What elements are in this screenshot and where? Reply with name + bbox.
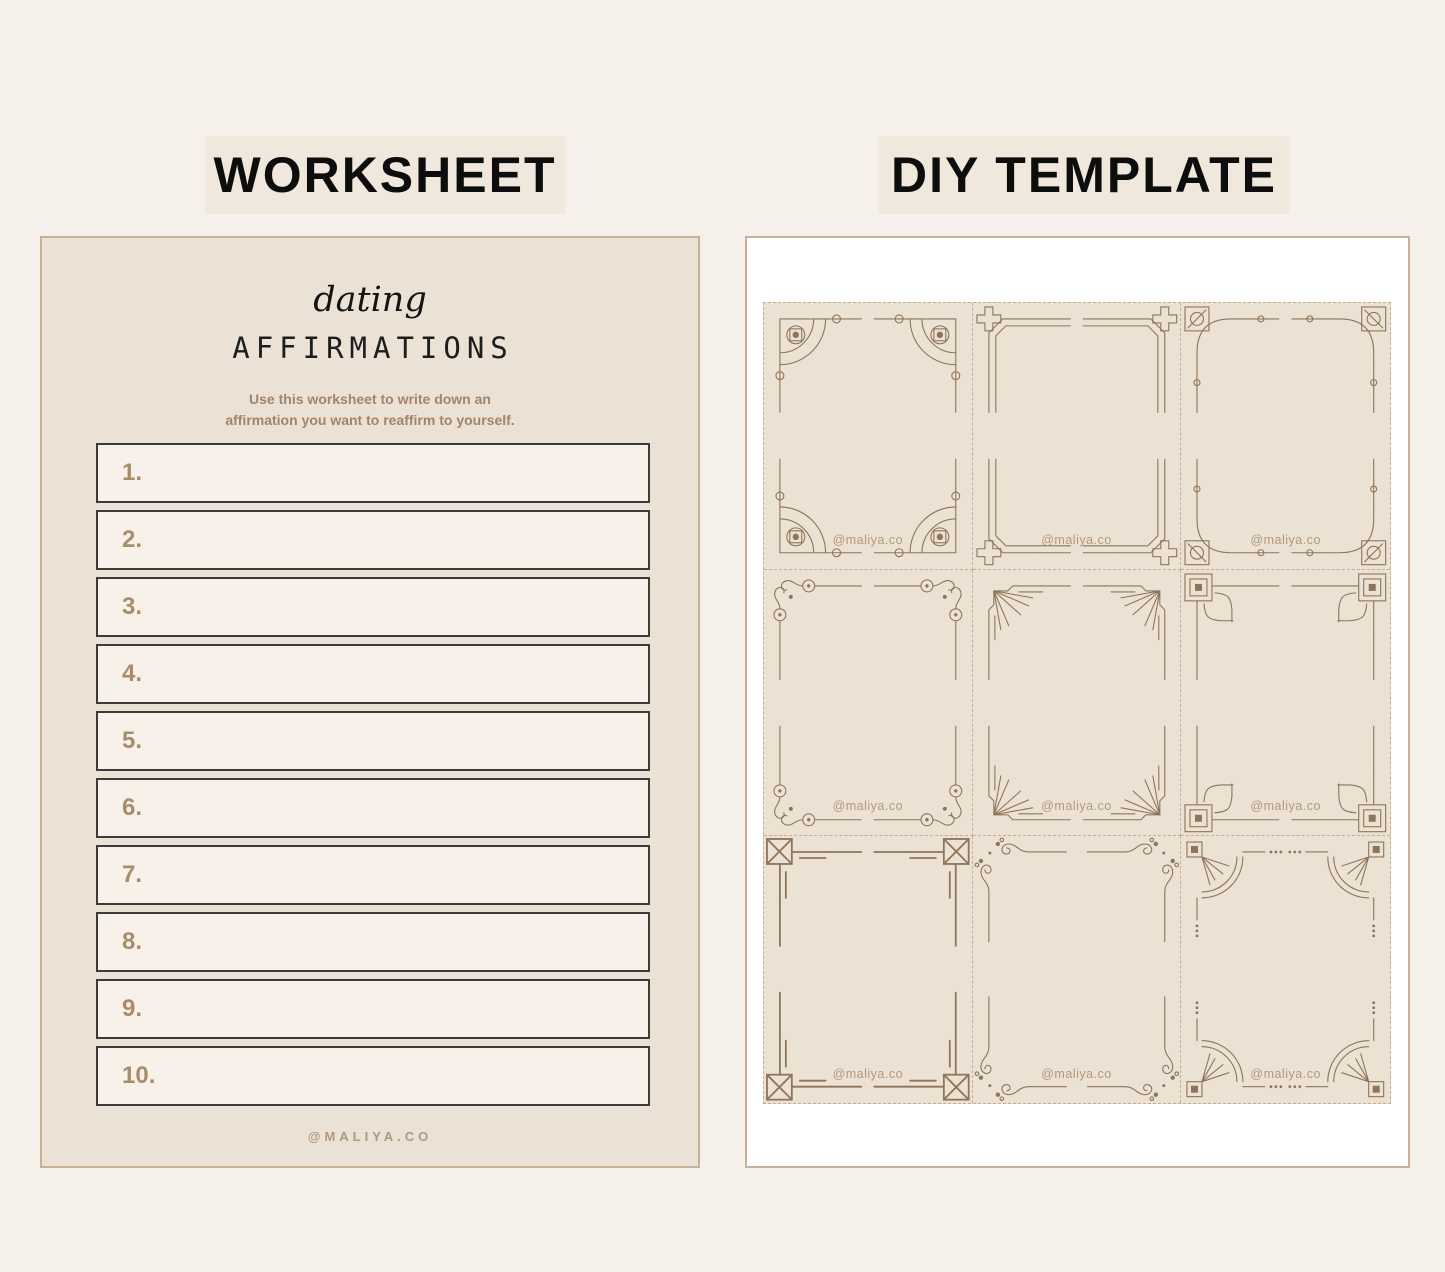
- row-number: 1.: [122, 459, 143, 486]
- worksheet-row: [96, 510, 650, 570]
- template-cell-8: [973, 836, 1182, 1103]
- worksheet-rows: [96, 443, 650, 1106]
- template-cell-2: [973, 303, 1182, 570]
- medallion-frame-icon: [764, 303, 972, 569]
- row-number: 4.: [122, 660, 143, 687]
- watermark-label: @maliya.co: [1250, 532, 1321, 547]
- geometric-frame-icon: [764, 836, 972, 1103]
- sunburst-frame-icon: [973, 570, 1181, 836]
- row-number: 9.: [122, 995, 143, 1022]
- worksheet-row: [96, 644, 650, 704]
- worksheet-row: [96, 845, 650, 905]
- worksheet-row: [96, 711, 650, 771]
- row-number: 6.: [122, 794, 143, 821]
- scroll-frame-icon: [764, 570, 972, 836]
- floral-round-frame-icon: [1181, 303, 1390, 569]
- row-number: 5.: [122, 727, 143, 754]
- deco-cross-frame-icon: [973, 303, 1181, 569]
- row-number: 3.: [122, 593, 143, 620]
- row-number: 8.: [122, 928, 143, 955]
- worksheet-title-script: dating: [313, 280, 427, 320]
- template-cell-4: [764, 570, 973, 837]
- worksheet-subtitle: [42, 389, 698, 431]
- row-number: 10.: [122, 1062, 156, 1089]
- template-grid: [763, 302, 1391, 1104]
- template-cell-6: [1181, 570, 1390, 837]
- worksheet-row: [96, 443, 650, 503]
- watermark-label: @maliya.co: [832, 799, 904, 814]
- row-number: 7.: [122, 861, 143, 888]
- worksheet-row: [96, 778, 650, 838]
- watermark-label: @maliya.co: [1041, 1066, 1112, 1081]
- worksheet-row: [96, 577, 650, 637]
- watermark-label: @maliya.co: [1041, 532, 1112, 547]
- worksheet-row: [96, 1046, 650, 1106]
- diy-template-label: DIY TEMPLATE: [878, 136, 1290, 214]
- watermark-label: @maliya.co: [1041, 799, 1112, 814]
- worksheet-card: [40, 236, 700, 1168]
- watermark-label: @maliya.co: [1250, 799, 1321, 814]
- template-cell-5: [973, 570, 1182, 837]
- watermark-label: @maliya.co: [1250, 1066, 1321, 1081]
- watermark-label: @maliya.co: [832, 532, 904, 547]
- template-cell-3: [1181, 303, 1390, 570]
- watermark-label: @maliya.co: [832, 1066, 904, 1081]
- worksheet-label: WORKSHEET: [205, 136, 565, 214]
- vine-frame-icon: [973, 836, 1181, 1103]
- corner-block-frame-icon: [1181, 570, 1390, 836]
- subtitle-line-1: Use this worksheet to write down an: [249, 391, 491, 407]
- fan-frame-icon: [1181, 836, 1390, 1103]
- template-cell-1: [764, 303, 973, 570]
- subtitle-line-2: affirmation you want to reaffirm to yourself.: [225, 412, 515, 428]
- worksheet-row: [96, 912, 650, 972]
- template-cell-7: [764, 836, 973, 1103]
- row-number: 2.: [122, 526, 143, 553]
- template-cell-9: [1181, 836, 1390, 1103]
- worksheet-row: [96, 979, 650, 1039]
- worksheet-title-caps: AFFIRMATIONS: [232, 331, 514, 365]
- diy-template-page: [745, 236, 1410, 1168]
- worksheet-footer-watermark: @MALIYA.CO: [307, 1129, 433, 1144]
